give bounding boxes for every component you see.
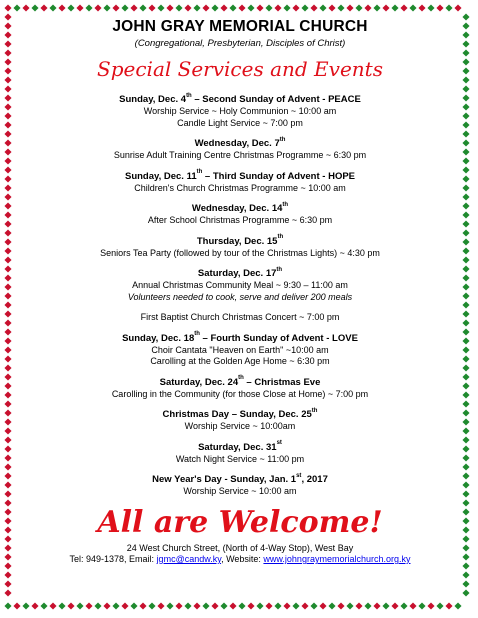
border-holly-mark — [4, 544, 11, 551]
event-detail: First Baptist Church Christmas Concert ~ 7:00 pm — [140, 312, 340, 322]
border-holly-mark — [4, 211, 11, 218]
event-date-ordinal: st — [276, 440, 282, 447]
event-block — [14, 377, 466, 401]
event-block — [14, 268, 466, 303]
border-holly-mark — [229, 4, 236, 11]
border-holly-mark — [274, 4, 281, 11]
border-holly-mark — [4, 112, 11, 119]
event-date-text: Wednesday, Dec. 14 — [191, 203, 283, 214]
border-holly-mark — [310, 4, 317, 11]
border-holly-mark — [58, 602, 65, 609]
border-holly-mark — [4, 22, 11, 29]
border-holly-mark — [4, 328, 11, 335]
border-holly-mark — [148, 602, 155, 609]
event-detail: Watch Night Service ~ 11:00 pm — [175, 453, 305, 464]
border-holly-mark — [427, 4, 434, 11]
event-block — [14, 138, 466, 162]
border-holly-mark — [292, 602, 299, 609]
event-block — [14, 333, 466, 368]
border-holly-mark — [4, 454, 11, 461]
border-holly-mark — [328, 602, 335, 609]
border-holly-mark — [337, 4, 344, 11]
border-holly-mark — [310, 602, 317, 609]
border-holly-mark — [4, 166, 11, 173]
border-holly-mark — [94, 4, 101, 11]
border-holly-mark — [202, 4, 209, 11]
event-date-text: Wednesday, Dec. 7 — [194, 138, 280, 149]
border-holly-mark — [346, 602, 353, 609]
event-title: – Third Sunday of Advent - HOPE — [202, 170, 356, 182]
event-date-ordinal: th — [196, 169, 203, 176]
event-title: – Fourth Sunday of Advent - LOVE — [199, 332, 358, 344]
border-holly-mark — [4, 427, 11, 434]
event-block — [14, 442, 466, 466]
border-holly-mark — [445, 602, 452, 609]
border-holly-mark — [265, 4, 272, 11]
border-holly-mark — [4, 58, 11, 65]
border-holly-mark — [265, 602, 272, 609]
border-holly-mark — [22, 4, 29, 11]
border-holly-mark — [4, 445, 11, 452]
border-holly-mark — [4, 391, 11, 398]
border-holly-mark — [4, 602, 11, 609]
border-holly-mark — [31, 4, 38, 11]
border-holly-mark — [4, 526, 11, 533]
border-holly-mark — [4, 364, 11, 371]
border-holly-mark — [301, 602, 308, 609]
border-holly-mark — [283, 602, 290, 609]
event-date-ordinal: st — [296, 472, 302, 479]
border-holly-mark — [76, 4, 83, 11]
border-holly-mark — [238, 602, 245, 609]
event-block — [14, 171, 466, 195]
border-holly-mark — [4, 49, 11, 56]
border-holly-mark — [4, 571, 11, 578]
event-date-text: Saturday, Dec. 17 — [197, 268, 277, 279]
border-holly-mark — [4, 436, 11, 443]
event-date-text: Thursday, Dec. 15 — [196, 235, 278, 247]
border-holly-mark — [418, 4, 425, 11]
border-holly-mark — [67, 602, 74, 609]
border-holly-mark — [220, 4, 227, 11]
border-holly-mark — [13, 602, 20, 609]
event-date-text: Sunday, Dec. 4 — [119, 94, 187, 105]
border-holly-mark — [4, 400, 11, 407]
border-holly-mark — [462, 571, 469, 578]
border-holly-mark — [4, 490, 11, 497]
email-link[interactable]: jgmc@candw.ky — [156, 554, 222, 564]
border-holly-mark — [4, 94, 11, 101]
border-holly-mark — [4, 418, 11, 425]
border-holly-mark — [4, 256, 11, 263]
border-holly-mark — [121, 4, 128, 11]
border-holly-mark — [346, 4, 353, 11]
border-holly-mark — [4, 589, 11, 596]
border-holly-mark — [4, 274, 11, 281]
border-holly-mark — [418, 602, 425, 609]
border-holly-mark — [454, 602, 461, 609]
border-holly-mark — [13, 4, 20, 11]
border-holly-mark — [157, 602, 164, 609]
border-holly-mark — [4, 472, 11, 479]
border-holly-mark — [121, 602, 128, 609]
event-note: Volunteers needed to cook, serve and deliver 200 meals — [127, 291, 353, 302]
border-holly-mark — [4, 76, 11, 83]
border-holly-mark — [436, 4, 443, 11]
border-holly-mark — [175, 4, 182, 11]
event-date-ordinal: th — [238, 375, 244, 382]
border-holly-mark — [211, 602, 218, 609]
border-holly-mark — [409, 602, 416, 609]
border-holly-mark — [193, 4, 200, 11]
border-holly-mark — [4, 553, 11, 560]
border-holly-mark — [247, 602, 254, 609]
border-holly-mark — [364, 4, 371, 11]
event-block — [14, 474, 466, 498]
border-holly-mark — [103, 4, 110, 11]
event-date — [14, 236, 466, 248]
event-date — [14, 138, 466, 150]
border-holly-mark — [247, 4, 254, 11]
border-holly-mark — [373, 4, 380, 11]
border-holly-mark — [436, 602, 443, 609]
border-holly-mark — [4, 40, 11, 47]
border-holly-mark — [4, 157, 11, 164]
border-holly-mark — [4, 247, 11, 254]
event-date-text: Sunday, Dec. 18 — [122, 332, 195, 344]
border-holly-mark — [31, 602, 38, 609]
border-holly-mark — [85, 602, 92, 609]
event-title: – Second Sunday of Advent - PEACE — [191, 94, 361, 105]
event-block — [14, 94, 466, 129]
border-holly-mark — [211, 4, 218, 11]
event-date-ordinal: th — [279, 136, 286, 143]
border-holly-mark — [58, 4, 65, 11]
border-holly-mark — [328, 4, 335, 11]
contact-line — [14, 554, 466, 566]
border-holly-mark — [139, 602, 146, 609]
border-holly-mark — [130, 4, 137, 11]
border-holly-mark — [4, 355, 11, 362]
border-holly-mark — [4, 292, 11, 299]
telephone-label: Tel: 949-1378, Email: — [69, 554, 157, 564]
border-holly-mark — [157, 4, 164, 11]
border-holly-mark — [319, 602, 326, 609]
border-holly-mark — [4, 121, 11, 128]
event-date-ordinal: th — [194, 331, 200, 338]
border-holly-mark — [4, 202, 11, 209]
website-link[interactable]: www.johngraymemorialchurch.org.ky — [263, 554, 411, 564]
event-date-ordinal: th — [276, 266, 283, 273]
event-detail: Seniors Tea Party (followed by tour of the Christmas Lights) ~ 4:30 pm — [100, 247, 380, 258]
border-holly-mark — [4, 193, 11, 200]
event-date — [14, 333, 466, 345]
border-holly-mark — [454, 4, 461, 11]
border-holly-mark — [4, 562, 11, 569]
border-holly-mark — [4, 103, 11, 110]
border-holly-mark — [256, 4, 263, 11]
border-holly-mark — [148, 4, 155, 11]
special-services-heading: Special Services and Events — [97, 57, 383, 81]
border-holly-mark — [22, 602, 29, 609]
border-holly-mark — [76, 602, 83, 609]
event-block — [14, 409, 466, 433]
event-detail: Worship Service ~ Holy Communion ~ 10:00 am — [143, 106, 337, 116]
border-holly-mark — [4, 31, 11, 38]
event-title: , 2017 — [301, 474, 328, 485]
event-detail: Worship Service ~ 10:00am — [184, 421, 296, 431]
event-detail: Choir Cantata "Heaven on Earth" ~10:00 am — [151, 344, 329, 355]
border-holly-mark — [382, 4, 389, 11]
border-holly-mark — [445, 4, 452, 11]
border-holly-mark — [4, 238, 11, 245]
border-holly-mark — [462, 589, 469, 596]
church-address: 24 West Church Street, (North of 4-Way Stop), West Bay — [126, 542, 354, 553]
border-holly-mark — [4, 409, 11, 416]
border-holly-mark — [256, 602, 263, 609]
event-block — [14, 236, 466, 260]
website-label: , Website: — [221, 554, 264, 564]
border-holly-mark — [85, 4, 92, 11]
event-date-ordinal: th — [282, 201, 289, 208]
border-holly-mark — [274, 602, 281, 609]
event-block — [14, 203, 466, 227]
event-detail: After School Christmas Programme ~ 6:30 pm — [147, 215, 333, 225]
border-holly-mark — [301, 4, 308, 11]
border-holly-mark — [292, 4, 299, 11]
event-date — [14, 377, 466, 389]
event-date-ordinal: th — [311, 407, 318, 414]
border-holly-mark — [175, 602, 182, 609]
border-holly-mark — [391, 4, 398, 11]
border-holly-mark — [355, 4, 362, 11]
border-holly-mark — [400, 4, 407, 11]
border-holly-mark — [283, 4, 290, 11]
event-date — [14, 94, 466, 106]
border-holly-mark — [40, 4, 47, 11]
event-date — [14, 171, 466, 183]
border-holly-mark — [4, 580, 11, 587]
event-title: – Christmas Eve — [243, 376, 321, 388]
border-holly-mark — [112, 602, 119, 609]
border-holly-mark — [4, 481, 11, 488]
border-holly-mark — [193, 602, 200, 609]
border-holly-mark — [4, 508, 11, 515]
border-holly-mark — [382, 602, 389, 609]
border-holly-mark — [4, 139, 11, 146]
border-holly-mark — [4, 283, 11, 290]
event-date — [14, 268, 466, 280]
event-detail: Sunrise Adult Training Centre Christmas Programme ~ 6:30 pm — [113, 150, 367, 160]
border-holly-mark — [373, 602, 380, 609]
border-holly-mark — [4, 337, 11, 344]
border-holly-mark — [4, 499, 11, 506]
border-holly-mark — [4, 382, 11, 389]
border-holly-mark — [4, 13, 11, 20]
border-holly-mark — [4, 517, 11, 524]
border-holly-mark — [184, 4, 191, 11]
event-date — [14, 409, 466, 421]
event-date-ordinal: th — [277, 234, 284, 241]
border-holly-mark — [67, 4, 74, 11]
event-detail: Worship Service ~ 10:00 am — [183, 486, 297, 496]
border-holly-mark — [130, 602, 137, 609]
border-holly-mark — [391, 602, 398, 609]
event-date-text: New Year's Day - Sunday, Jan. 1 — [152, 474, 297, 485]
event-date-text: Saturday, Dec. 24 — [159, 376, 239, 388]
border-holly-mark — [4, 310, 11, 317]
border-holly-mark — [49, 602, 56, 609]
border-holly-mark — [4, 229, 11, 236]
border-holly-mark — [400, 602, 407, 609]
border-holly-mark — [229, 602, 236, 609]
border-holly-mark — [94, 602, 101, 609]
event-date-text: Christmas Day – Sunday, Dec. 25 — [162, 409, 312, 420]
border-holly-mark — [103, 602, 110, 609]
event-detail: Carolling at the Golden Age Home ~ 6:30 pm — [150, 356, 330, 366]
event-detail: Candle Light Service ~ 7:00 pm — [177, 117, 303, 128]
border-holly-mark — [355, 602, 362, 609]
border-holly-mark — [4, 319, 11, 326]
event-date-ordinal: th — [186, 92, 192, 99]
event-detail: Annual Christmas Community Meal ~ 9:30 – 11:00 am — [132, 280, 348, 290]
border-holly-mark — [4, 265, 11, 272]
border-holly-mark — [427, 602, 434, 609]
flyer-content — [14, 18, 466, 566]
border-holly-mark — [409, 4, 416, 11]
border-holly-mark — [4, 4, 11, 11]
border-holly-mark — [337, 602, 344, 609]
event-date — [14, 474, 466, 486]
border-holly-mark — [4, 148, 11, 155]
border-holly-mark — [238, 4, 245, 11]
event-date-text: Saturday, Dec. 31 — [198, 441, 277, 453]
border-holly-mark — [220, 602, 227, 609]
border-holly-mark — [4, 373, 11, 380]
event-date — [14, 203, 466, 215]
border-holly-mark — [139, 4, 146, 11]
border-holly-mark — [4, 67, 11, 74]
border-holly-mark — [4, 175, 11, 182]
events-list — [14, 94, 466, 498]
border-holly-mark — [184, 602, 191, 609]
event-date-text: Sunday, Dec. 11 — [124, 170, 197, 182]
border-holly-mark — [112, 4, 119, 11]
border-holly-mark — [4, 184, 11, 191]
event-detail: Children's Church Christmas Programme ~ 10:00 am — [134, 182, 346, 193]
event-date — [14, 442, 466, 454]
border-holly-mark — [49, 4, 56, 11]
welcome-banner: All are Welcome! — [97, 504, 383, 540]
church-name: JOHN GRAY MEMORIAL CHURCH — [112, 18, 368, 35]
border-holly-mark — [364, 602, 371, 609]
border-holly-mark — [4, 346, 11, 353]
event-block — [14, 312, 466, 324]
border-holly-mark — [4, 220, 11, 227]
event-detail: Carolling in the Community (for those Close at Home) ~ 7:00 pm — [111, 388, 369, 399]
border-holly-mark — [4, 130, 11, 137]
border-holly-mark — [166, 4, 173, 11]
denominations-subtitle: (Congregational, Presbyterian, Disciples of Christ) — [134, 38, 346, 49]
border-holly-mark — [4, 463, 11, 470]
border-holly-mark — [40, 602, 47, 609]
border-holly-mark — [4, 301, 11, 308]
border-holly-mark — [166, 602, 173, 609]
border-holly-mark — [4, 85, 11, 92]
border-holly-mark — [319, 4, 326, 11]
border-holly-mark — [462, 580, 469, 587]
border-holly-mark — [202, 602, 209, 609]
border-holly-mark — [4, 535, 11, 542]
